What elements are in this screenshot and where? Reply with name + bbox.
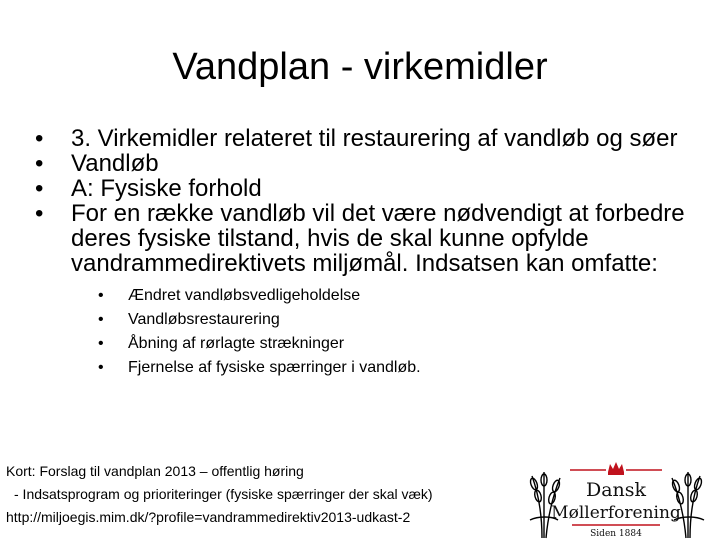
bullet-item-text: For en række vandløb vil det være nødvendigt at forbedre deres fysiske tilstand, hvis de skal kunne opfylde vandrammedirektivets miljømål. Indsatsen kan omfatte: [71, 200, 685, 277]
sub-bullet-item: • Fjernelse af fysiske spærringer i vandløb. [98, 356, 685, 380]
sub-bullet-item: • Åbning af rørlagte strækninger [98, 332, 685, 356]
dansk-mollerforening-logo [512, 458, 720, 540]
slide-title: Vandplan - virkemidler [172, 46, 548, 88]
sub-bullet-item: • Ændret vandløbsvedligeholdelse [98, 284, 685, 308]
footnote-link[interactable]: http://miljoegis.mim.dk/?profile=vandrammedirektiv2013-udkast-2 [6, 509, 411, 525]
sub-bullet-list [71, 284, 685, 380]
logo-graphic [512, 458, 720, 540]
bullet-list [35, 126, 685, 380]
logo-text-since: Siden 1884 [590, 529, 642, 539]
logo-text-mollerforening: Møllerforening [551, 503, 681, 523]
footnote-line: - Indsatsprogram og prioriteringer (fysiske spærringer der skal væk) [14, 486, 433, 502]
footnote-line: Kort: Forslag til vandplan 2013 – offentlig høring [6, 463, 304, 479]
source-footnote [6, 460, 511, 529]
bullet-item: • A: Fysiske forhold [35, 176, 685, 201]
bullet-item: • Vandløb [35, 151, 685, 176]
sub-bullet-item: • Vandløbsrestaurering [98, 308, 685, 332]
bullet-item: • 3. Virkemidler relateret til restaurering af vandløb og søer [35, 126, 685, 151]
bullet-item-with-sublist [35, 201, 685, 380]
crown-icon [608, 462, 624, 475]
logo-text-dansk: Dansk [585, 479, 647, 501]
